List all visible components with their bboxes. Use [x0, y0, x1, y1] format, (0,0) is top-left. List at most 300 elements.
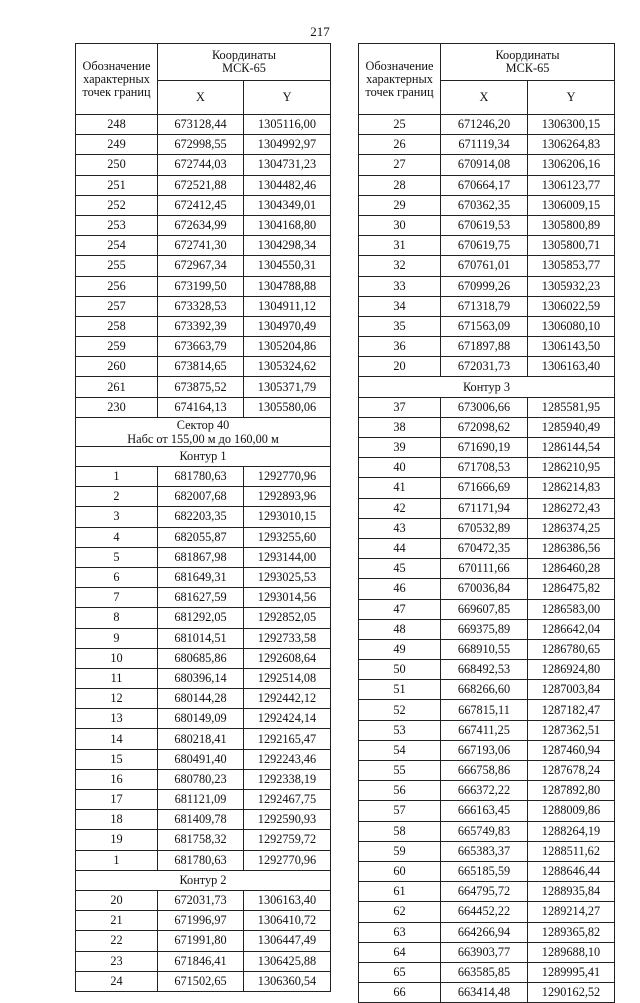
y-coordinate: 1292338,19 — [244, 769, 331, 789]
point-number: 43 — [359, 518, 441, 538]
point-number: 28 — [359, 175, 441, 195]
y-coordinate: 1306123,77 — [528, 175, 615, 195]
y-coordinate: 1304911,12 — [244, 296, 331, 316]
table-row — [359, 357, 615, 377]
x-coordinate: 682203,35 — [158, 507, 244, 527]
x-coordinate: 672967,34 — [158, 256, 244, 276]
point-number: 250 — [76, 155, 158, 175]
table-row — [359, 175, 615, 195]
y-coordinate: 1305853,77 — [528, 256, 615, 276]
table-row — [359, 155, 615, 175]
x-coordinate: 681627,59 — [158, 588, 244, 608]
y-coordinate: 1304550,31 — [244, 256, 331, 276]
x-coordinate: 665383,37 — [441, 841, 528, 861]
point-number: 29 — [359, 195, 441, 215]
point-number: 253 — [76, 215, 158, 235]
x-column-header: X — [158, 81, 244, 115]
point-number: 12 — [76, 689, 158, 709]
table-row — [359, 579, 615, 599]
y-coordinate: 1306080,10 — [528, 316, 615, 336]
y-coordinate: 1287892,80 — [528, 781, 615, 801]
x-coordinate: 670472,35 — [441, 538, 528, 558]
table-row — [76, 487, 331, 507]
x-coordinate: 670761,01 — [441, 256, 528, 276]
table-row — [76, 316, 331, 336]
x-coordinate: 672031,73 — [158, 890, 244, 910]
table-row — [359, 276, 615, 296]
table-row — [359, 498, 615, 518]
y-coordinate: 1292759,72 — [244, 830, 331, 850]
y-coordinate: 1286475,82 — [528, 579, 615, 599]
y-coordinate: 1304168,80 — [244, 215, 331, 235]
y-coordinate: 1306206,16 — [528, 155, 615, 175]
table-row — [359, 902, 615, 922]
x-coordinate: 672031,73 — [441, 357, 528, 377]
point-number: 261 — [76, 377, 158, 397]
x-coordinate: 663585,85 — [441, 962, 528, 982]
y-coordinate: 1292165,47 — [244, 729, 331, 749]
y-coordinate: 1289365,82 — [528, 922, 615, 942]
x-coordinate: 681292,05 — [158, 608, 244, 628]
x-coordinate: 673328,53 — [158, 296, 244, 316]
table-row — [76, 467, 331, 487]
y-coordinate: 1306425,88 — [244, 951, 331, 971]
table-header — [359, 44, 615, 115]
table-row — [76, 236, 331, 256]
table-body — [76, 115, 331, 992]
point-number: 36 — [359, 337, 441, 357]
y-coordinate: 1286210,95 — [528, 458, 615, 478]
x-coordinate: 665749,83 — [441, 821, 528, 841]
table-row — [359, 296, 615, 316]
table-row — [76, 175, 331, 195]
x-coordinate: 681014,51 — [158, 628, 244, 648]
x-coordinate: 681867,98 — [158, 547, 244, 567]
y-coordinate: 1306360,54 — [244, 971, 331, 991]
table-row — [76, 547, 331, 567]
table-row — [359, 740, 615, 760]
point-number: 58 — [359, 821, 441, 841]
table-row — [359, 962, 615, 982]
y-coordinate: 1292893,96 — [244, 487, 331, 507]
y-coordinate: 1286583,00 — [528, 599, 615, 619]
x-coordinate: 681409,78 — [158, 810, 244, 830]
point-number: 65 — [359, 962, 441, 982]
x-coordinate: 673663,79 — [158, 337, 244, 357]
x-coordinate: 665185,59 — [441, 861, 528, 881]
y-coordinate: 1305116,00 — [244, 115, 331, 135]
y-coordinate: 1290162,52 — [528, 983, 615, 1003]
point-number: 255 — [76, 256, 158, 276]
x-coordinate: 671502,65 — [158, 971, 244, 991]
table-row — [359, 115, 615, 135]
x-coordinate: 666372,22 — [441, 781, 528, 801]
x-coordinate: 674164,13 — [158, 397, 244, 417]
table-row — [76, 337, 331, 357]
section-title-line: Контур 3 — [462, 380, 511, 395]
x-coordinate: 672634,99 — [158, 215, 244, 235]
point-number: 6 — [76, 567, 158, 587]
table-row — [359, 236, 615, 256]
point-number: 230 — [76, 397, 158, 417]
point-number: 56 — [359, 781, 441, 801]
point-number: 38 — [359, 417, 441, 437]
table-body — [359, 115, 615, 1003]
y-coordinate: 1304731,23 — [244, 155, 331, 175]
y-coordinate: 1287460,94 — [528, 740, 615, 760]
section-header-row — [76, 446, 331, 466]
y-coordinate: 1305324,62 — [244, 357, 331, 377]
table-header — [76, 44, 331, 115]
y-coordinate: 1292442,12 — [244, 689, 331, 709]
x-coordinate: 671846,41 — [158, 951, 244, 971]
table-row — [76, 689, 331, 709]
table-row — [359, 559, 615, 579]
y-coordinate: 1287678,24 — [528, 761, 615, 781]
y-coordinate: 1304349,01 — [244, 195, 331, 215]
x-coordinate: 671666,69 — [441, 478, 528, 498]
y-coordinate: 1305932,23 — [528, 276, 615, 296]
y-coordinate: 1285940,49 — [528, 417, 615, 437]
y-coordinate: 1293255,60 — [244, 527, 331, 547]
table-row — [359, 195, 615, 215]
table-row — [359, 639, 615, 659]
point-number: 10 — [76, 648, 158, 668]
point-number: 51 — [359, 680, 441, 700]
y-column-header: Y — [244, 81, 331, 115]
point-number: 251 — [76, 175, 158, 195]
table-row — [76, 749, 331, 769]
point-number: 44 — [359, 538, 441, 558]
x-coordinate: 681780,63 — [158, 467, 244, 487]
point-number: 3 — [76, 507, 158, 527]
point-label-header: Обозначение характерных точек границ — [359, 44, 441, 115]
y-coordinate: 1288009,86 — [528, 801, 615, 821]
section-header-row — [76, 417, 331, 446]
y-coordinate: 1304482,46 — [244, 175, 331, 195]
table-row — [359, 761, 615, 781]
y-coordinate: 1306410,72 — [244, 911, 331, 931]
point-number: 40 — [359, 458, 441, 478]
point-label-header: Обозначение характерных точек границ — [76, 44, 158, 115]
y-coordinate: 1289214,27 — [528, 902, 615, 922]
y-coordinate: 1286924,80 — [528, 660, 615, 680]
point-number: 9 — [76, 628, 158, 648]
table-row — [76, 830, 331, 850]
x-coordinate: 682007,68 — [158, 487, 244, 507]
x-coordinate: 672412,45 — [158, 195, 244, 215]
x-coordinate: 671246,20 — [441, 115, 528, 135]
x-coordinate: 680144,28 — [158, 689, 244, 709]
x-coordinate: 680491,40 — [158, 749, 244, 769]
x-coordinate: 681121,09 — [158, 790, 244, 810]
table-row — [76, 135, 331, 155]
y-coordinate: 1286386,56 — [528, 538, 615, 558]
x-coordinate: 671996,97 — [158, 911, 244, 931]
x-coordinate: 668266,60 — [441, 680, 528, 700]
section-header-row — [359, 377, 615, 397]
x-coordinate: 670532,89 — [441, 518, 528, 538]
point-number: 32 — [359, 256, 441, 276]
table-row — [76, 790, 331, 810]
page-number: 217 — [310, 24, 330, 39]
x-coordinate: 682055,87 — [158, 527, 244, 547]
point-number: 64 — [359, 942, 441, 962]
y-coordinate: 1292852,05 — [244, 608, 331, 628]
table-row — [76, 890, 331, 910]
y-coordinate: 1286374,25 — [528, 518, 615, 538]
y-coordinate: 1292733,58 — [244, 628, 331, 648]
x-coordinate: 670362,35 — [441, 195, 528, 215]
y-coordinate: 1305204,86 — [244, 337, 331, 357]
point-number: 11 — [76, 668, 158, 688]
x-coordinate: 664795,72 — [441, 882, 528, 902]
point-number: 20 — [359, 357, 441, 377]
y-coordinate: 1288935,84 — [528, 882, 615, 902]
point-number: 63 — [359, 922, 441, 942]
section-title-line: Сектор 40 — [176, 417, 230, 432]
point-number: 33 — [359, 276, 441, 296]
section-header-row — [76, 870, 331, 890]
coordinates-table-right — [358, 43, 615, 1003]
table-row — [359, 397, 615, 417]
table-row — [76, 567, 331, 587]
table-row — [76, 215, 331, 235]
section-title-line: Набс от 155,00 м до 160,00 м — [127, 431, 279, 446]
x-column-header: X — [441, 81, 528, 115]
section-title — [76, 870, 331, 890]
y-coordinate: 1288264,19 — [528, 821, 615, 841]
table-row — [359, 660, 615, 680]
y-coordinate: 1306163,40 — [528, 357, 615, 377]
y-coordinate: 1286214,83 — [528, 478, 615, 498]
section-title — [76, 446, 331, 466]
table-row — [76, 296, 331, 316]
y-coordinate: 1304970,49 — [244, 316, 331, 336]
y-coordinate: 1306009,15 — [528, 195, 615, 215]
table-row — [76, 628, 331, 648]
table-row — [359, 215, 615, 235]
table-row — [359, 438, 615, 458]
point-number: 254 — [76, 236, 158, 256]
y-coordinate: 1292467,75 — [244, 790, 331, 810]
table-row — [76, 931, 331, 951]
table-row — [359, 518, 615, 538]
coordinates-header-system: МСК-65 — [505, 61, 550, 75]
y-coordinate: 1304298,34 — [244, 236, 331, 256]
x-coordinate: 668910,55 — [441, 639, 528, 659]
coordinates-header-title: Координаты — [211, 48, 277, 62]
point-number: 27 — [359, 155, 441, 175]
x-coordinate: 673392,39 — [158, 316, 244, 336]
x-coordinate: 663903,77 — [441, 942, 528, 962]
point-number: 57 — [359, 801, 441, 821]
point-number: 16 — [76, 769, 158, 789]
x-coordinate: 670619,75 — [441, 236, 528, 256]
x-coordinate: 670036,84 — [441, 579, 528, 599]
x-coordinate: 670619,53 — [441, 215, 528, 235]
point-number: 45 — [359, 559, 441, 579]
y-coordinate: 1286144,54 — [528, 438, 615, 458]
y-coordinate: 1289688,10 — [528, 942, 615, 962]
x-coordinate: 671897,88 — [441, 337, 528, 357]
x-coordinate: 680218,41 — [158, 729, 244, 749]
point-number: 61 — [359, 882, 441, 902]
table-row — [359, 417, 615, 437]
table-row — [359, 781, 615, 801]
x-coordinate: 669375,89 — [441, 619, 528, 639]
table-row — [76, 729, 331, 749]
table-row — [359, 538, 615, 558]
x-coordinate: 668492,53 — [441, 660, 528, 680]
y-coordinate: 1304992,97 — [244, 135, 331, 155]
point-number: 256 — [76, 276, 158, 296]
point-number: 14 — [76, 729, 158, 749]
point-number: 2 — [76, 487, 158, 507]
point-number: 52 — [359, 700, 441, 720]
x-coordinate: 667411,25 — [441, 720, 528, 740]
table-row — [76, 769, 331, 789]
y-coordinate: 1293144,00 — [244, 547, 331, 567]
y-coordinate: 1305800,89 — [528, 215, 615, 235]
point-number: 41 — [359, 478, 441, 498]
coordinates-header-title: Координаты — [495, 48, 560, 62]
table-row — [76, 155, 331, 175]
point-number: 30 — [359, 215, 441, 235]
x-coordinate: 666758,86 — [441, 761, 528, 781]
y-coordinate: 1292243,46 — [244, 749, 331, 769]
y-coordinate: 1292424,14 — [244, 709, 331, 729]
table-row — [359, 801, 615, 821]
x-coordinate: 681758,32 — [158, 830, 244, 850]
point-number: 66 — [359, 983, 441, 1003]
point-number: 259 — [76, 337, 158, 357]
x-coordinate: 670914,08 — [441, 155, 528, 175]
point-number: 1 — [76, 467, 158, 487]
table-row — [76, 195, 331, 215]
x-coordinate: 664452,22 — [441, 902, 528, 922]
table-row — [76, 377, 331, 397]
table-row — [359, 720, 615, 740]
point-number: 1 — [76, 850, 158, 870]
y-coordinate: 1286780,65 — [528, 639, 615, 659]
y-coordinate: 1293014,56 — [244, 588, 331, 608]
point-number: 37 — [359, 397, 441, 417]
table-row — [359, 256, 615, 276]
coordinates-header-system: МСК-65 — [222, 61, 266, 75]
point-number: 23 — [76, 951, 158, 971]
y-coordinate: 1304788,88 — [244, 276, 331, 296]
section-title — [76, 417, 331, 446]
coordinates-header — [158, 44, 331, 81]
table-row — [76, 397, 331, 417]
table-row — [359, 700, 615, 720]
y-coordinate: 1286272,43 — [528, 498, 615, 518]
table-row — [76, 588, 331, 608]
x-coordinate: 663414,48 — [441, 983, 528, 1003]
point-number: 35 — [359, 316, 441, 336]
point-number: 42 — [359, 498, 441, 518]
x-coordinate: 671690,19 — [441, 438, 528, 458]
x-coordinate: 672998,55 — [158, 135, 244, 155]
x-coordinate: 671991,80 — [158, 931, 244, 951]
y-coordinate: 1286460,28 — [528, 559, 615, 579]
y-coordinate: 1285581,95 — [528, 397, 615, 417]
table-row — [76, 527, 331, 547]
point-number: 49 — [359, 639, 441, 659]
table-row — [359, 599, 615, 619]
table-row — [76, 256, 331, 276]
y-coordinate: 1306022,59 — [528, 296, 615, 316]
y-coordinate: 1286642,04 — [528, 619, 615, 639]
point-number: 39 — [359, 438, 441, 458]
point-number: 21 — [76, 911, 158, 931]
table-row — [76, 951, 331, 971]
x-coordinate: 671563,09 — [441, 316, 528, 336]
point-number: 8 — [76, 608, 158, 628]
point-number: 4 — [76, 527, 158, 547]
table-row — [76, 276, 331, 296]
y-coordinate: 1305800,71 — [528, 236, 615, 256]
table-row — [359, 821, 615, 841]
table-row — [359, 983, 615, 1003]
point-number: 62 — [359, 902, 441, 922]
x-coordinate: 672098,62 — [441, 417, 528, 437]
point-number: 48 — [359, 619, 441, 639]
x-coordinate: 673006,66 — [441, 397, 528, 417]
table-row — [76, 810, 331, 830]
point-number: 54 — [359, 740, 441, 760]
x-coordinate: 680396,14 — [158, 668, 244, 688]
point-number: 34 — [359, 296, 441, 316]
x-coordinate: 681780,63 — [158, 850, 244, 870]
table-row — [359, 942, 615, 962]
y-coordinate: 1306300,15 — [528, 115, 615, 135]
y-coordinate: 1292514,08 — [244, 668, 331, 688]
point-number: 248 — [76, 115, 158, 135]
table-row — [76, 507, 331, 527]
x-coordinate: 672744,03 — [158, 155, 244, 175]
x-coordinate: 680780,23 — [158, 769, 244, 789]
section-title-line: Контур 1 — [179, 449, 227, 464]
x-coordinate: 672521,88 — [158, 175, 244, 195]
table-row — [76, 850, 331, 870]
point-number: 47 — [359, 599, 441, 619]
x-coordinate: 667193,06 — [441, 740, 528, 760]
point-number: 13 — [76, 709, 158, 729]
point-number: 55 — [359, 761, 441, 781]
y-coordinate: 1305371,79 — [244, 377, 331, 397]
point-number: 252 — [76, 195, 158, 215]
x-coordinate: 673814,65 — [158, 357, 244, 377]
y-coordinate: 1306447,49 — [244, 931, 331, 951]
table-row — [359, 841, 615, 861]
x-coordinate: 671318,79 — [441, 296, 528, 316]
table-row — [359, 861, 615, 881]
x-coordinate: 680685,86 — [158, 648, 244, 668]
x-coordinate: 680149,09 — [158, 709, 244, 729]
y-coordinate: 1287362,51 — [528, 720, 615, 740]
y-coordinate: 1288646,44 — [528, 861, 615, 881]
point-number: 53 — [359, 720, 441, 740]
point-number: 59 — [359, 841, 441, 861]
x-coordinate: 673875,52 — [158, 377, 244, 397]
table-row — [76, 357, 331, 377]
y-coordinate: 1306143,50 — [528, 337, 615, 357]
point-number: 19 — [76, 830, 158, 850]
table-row — [76, 648, 331, 668]
point-number: 22 — [76, 931, 158, 951]
